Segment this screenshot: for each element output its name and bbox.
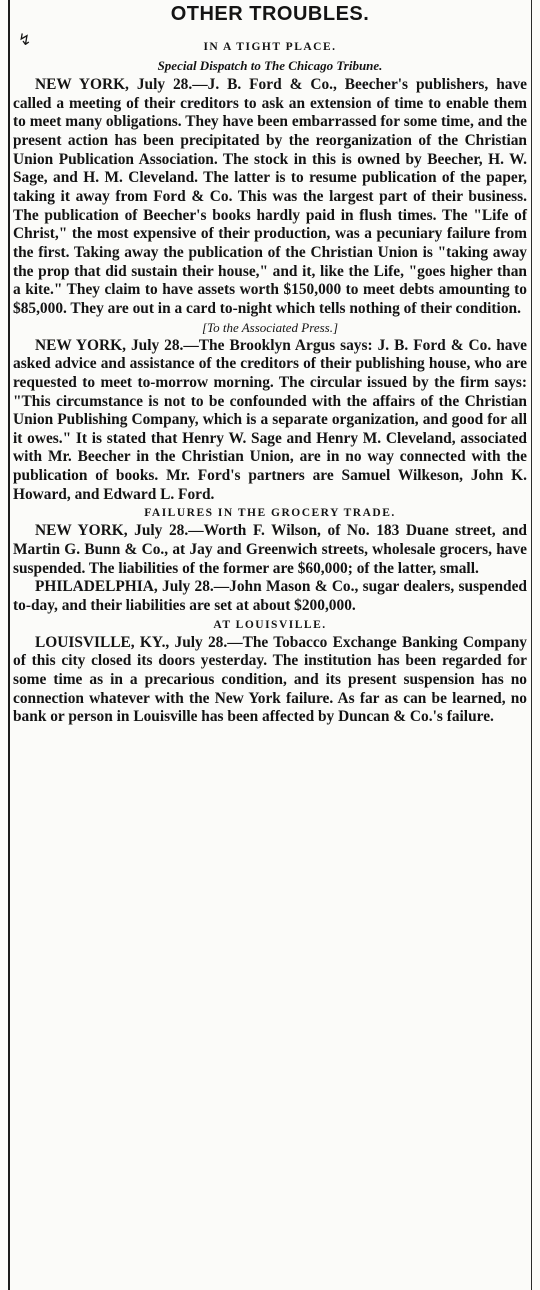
paragraph-new-york-grocers: NEW YORK, July 28.—Worth F. Wilson, of No. 183 Duane street, and Martin G. Bunn & Co., at Jay and Greenwich streets, wholesale grocers, have suspended. The liabilities of the former are $60,000; of the latter, small. — [13, 522, 527, 577]
left-column-rule — [8, 0, 10, 1290]
paragraph-brooklyn-argus: NEW YORK, July 28.—The Brooklyn Argus says: J. B. Ford & Co. have asked advice and assistance of the creditors of their publishing house, who are requested to meet to-morrow morning. The circular issued by the firm says: "This circumstance is not to be confounded with the affairs of the Christian Union Publishing Company, which is a separate organization, and good for all it owes." It is stated that Henry W. Sage and Henry M. Cleveland, associated with Mr. Beecher in the Christian Union, are in no way connected with the publication of books. Mr. Ford's partners are Samuel Wilkeson, John K. Howard, and Edward L. Ford. — [13, 336, 527, 503]
paragraph-ford-creditors: NEW YORK, July 28.—J. B. Ford & Co., Beecher's publishers, have called a meeting of their creditors to ask an extension of time to enable them to meet many obligations. They have been embarrassed for some time, and the present action has been precipitated by the reorganization of the Christian Union Publication Association. The stock in this is owned by Beecher, H. W. Sage, and H. M. Cleveland. The latter is to resume publication of the paper, taking it away from Ford & Co. This was the largest part of their business. The publication of Beecher's books hardly paid in flush times. The "Life of Christ," the most expensive of their production, was a pecuniary failure from the first. Taking away the publication of the Christian Union is "taking away the prop that did sustain their house," and it, like the Life, "goes higher than a kite." They claim to have assets worth $150,000 to meet debts amounting to $85,000. They are out in a card to-night which tells nothing of their condition. — [13, 76, 527, 317]
article-headline: OTHER TROUBLES. — [170, 3, 370, 25]
subhead-grocery-failures: FAILURES IN THE GROCERY TRADE. — [144, 507, 396, 520]
section-tight-place — [13, 38, 527, 319]
article-column — [13, 2, 527, 727]
subhead-tight-place: IN A TIGHT PLACE. — [203, 41, 337, 53]
paragraph-louisville: LOUISVILLE, KY., July 28.—The Tobacco Exchange Banking Company of this city closed its doors yesterday. The institution has been regarded for some time as in a precarious condition, and its present suspension has no connection whatever with the New York failure. As far as can be learned, no bank or person in Louisville has been affected by Duncan & Co.'s failure. — [13, 633, 527, 726]
dispatch-credit: Special Dispatch to The Chicago Tribune. — [157, 58, 383, 73]
paragraph-philadelphia: PHILADELPHIA, July 28.—John Mason & Co., sugar dealers, suspended to-day, and their liabilities are set at about $200,000. — [13, 578, 527, 615]
associated-press-credit: [To the Associated Press.] — [201, 319, 339, 335]
right-column-rule — [531, 0, 532, 1290]
section-louisville — [13, 616, 527, 727]
section-associated-press — [13, 319, 527, 505]
subhead-louisville: AT LOUISVILLE. — [213, 618, 327, 631]
section-grocery-failures — [13, 504, 527, 615]
margin-mark: ↯ — [18, 30, 32, 49]
